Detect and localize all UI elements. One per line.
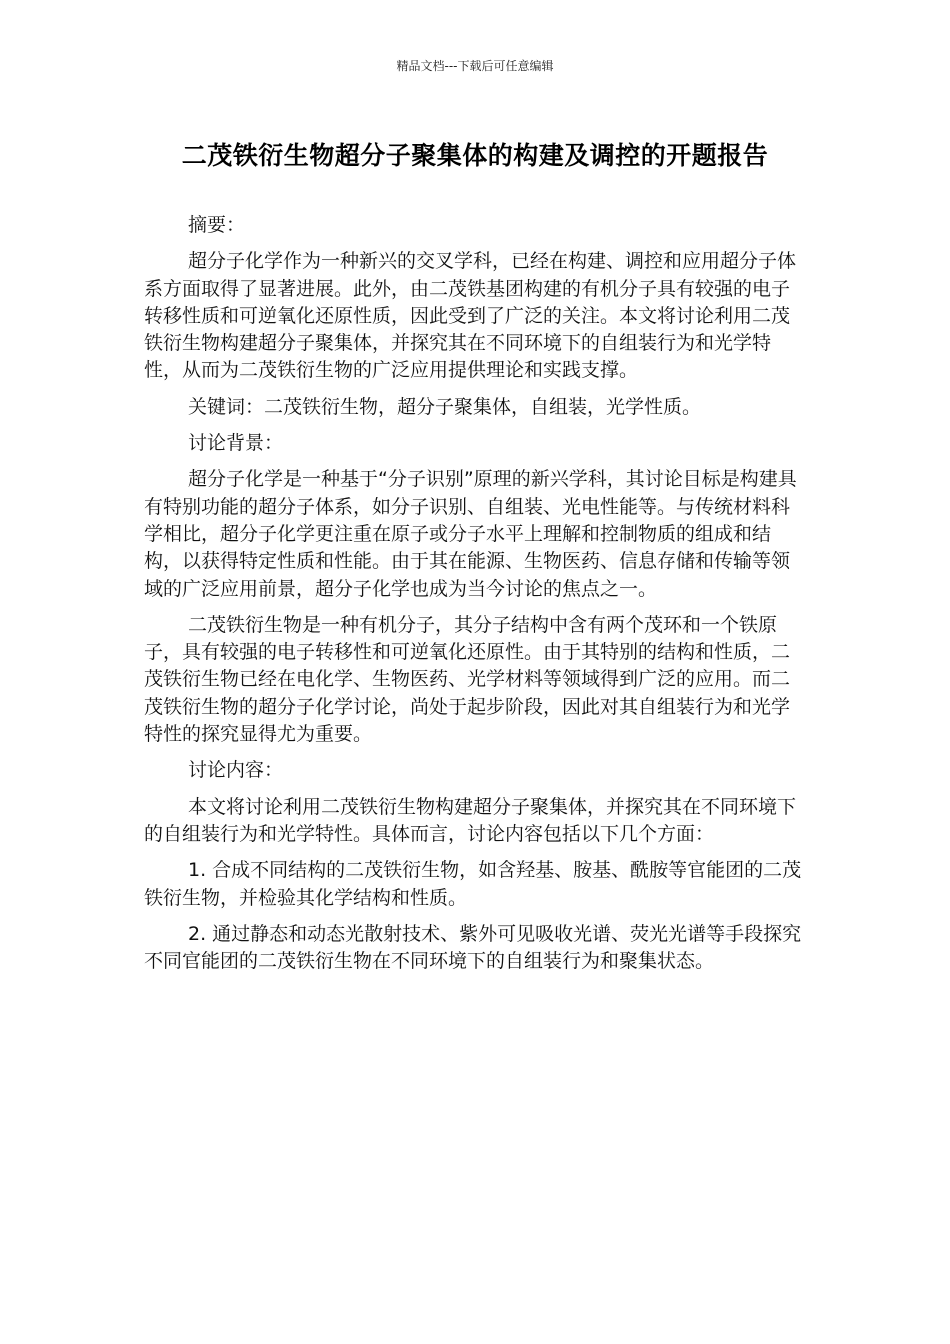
- document-body: [144, 212, 802, 984]
- content-item-2: 2. 通过静态和动态光散射技术、紫外可见吸收光谱、荧光光谱等手段探究不同官能团的二茂铁衍生物在不同环境下的自组装行为和聚集状态。: [144, 922, 802, 973]
- content-item-1: 1. 合成不同结构的二茂铁衍生物，如含羟基、胺基、酰胺等官能团的二茂铁衍生物，并检验其化学结构和性质。: [144, 859, 802, 909]
- abstract-heading: 摘要：: [188, 214, 246, 236]
- background-heading: 讨论背景：: [188, 432, 284, 455]
- background-paragraph-2: 二茂铁衍生物是一种有机分子，其分子结构中含有两个茂环和一个铁原子，具有较强的电子转移性和可逆氧化还原性。由于其特别的结构和性质，二茂铁衍生物已经在电化学、生物医药、光学材料等领域得到广泛的应用。而二茂铁衍生物的超分子化学讨论，尚处于起步阶段，因此对其自组装行为和光学特性的探究显得尤为重要。: [144, 613, 791, 746]
- content-heading: 讨论内容：: [188, 759, 284, 782]
- abstract-paragraph: 超分子化学作为一种新兴的交叉学科，已经在构建、调控和应用超分子体系方面取得了显著进展。此外，由二茂铁基团构建的有机分子具有较强的电子转移性质和可逆氧化还原性质，因此受到了广泛的关注。本文将讨论利用二茂铁衍生物构建超分子聚集体，并探究其在不同环境下的自组装行为和光学特性，从而为二茂铁衍生物的广泛应用提供理论和实践支撑。: [144, 250, 797, 382]
- header-note: 精品文档---下载后可任意编辑: [396, 59, 554, 73]
- keywords-paragraph: 关键词：二茂铁衍生物，超分子聚集体，自组装，光学性质。: [188, 395, 702, 418]
- background-paragraph-1: 超分子化学是一种基于“分子识别”原理的新兴学科，其讨论目标是构建具有特别功能的超分子体系，如分子识别、自组装、光电性能等。与传统材料科学相比，超分子化学更注重在原子或分子水平上理解和控制物质的组成和结构，以获得特定性质和性能。由于其在能源、生物医药、信息存储和传输等领域的广泛应用前景，超分子化学也成为当今讨论的焦点之一。: [144, 468, 797, 600]
- content-intro-paragraph: 本文将讨论利用二茂铁衍生物构建超分子聚集体，并探究其在不同环境下的自组装行为和光学特性。具体而言，讨论内容包括以下几个方面：: [144, 795, 797, 845]
- document-title: 二茂铁衍生物超分子聚集体的构建及调控的开题报告: [181, 141, 769, 170]
